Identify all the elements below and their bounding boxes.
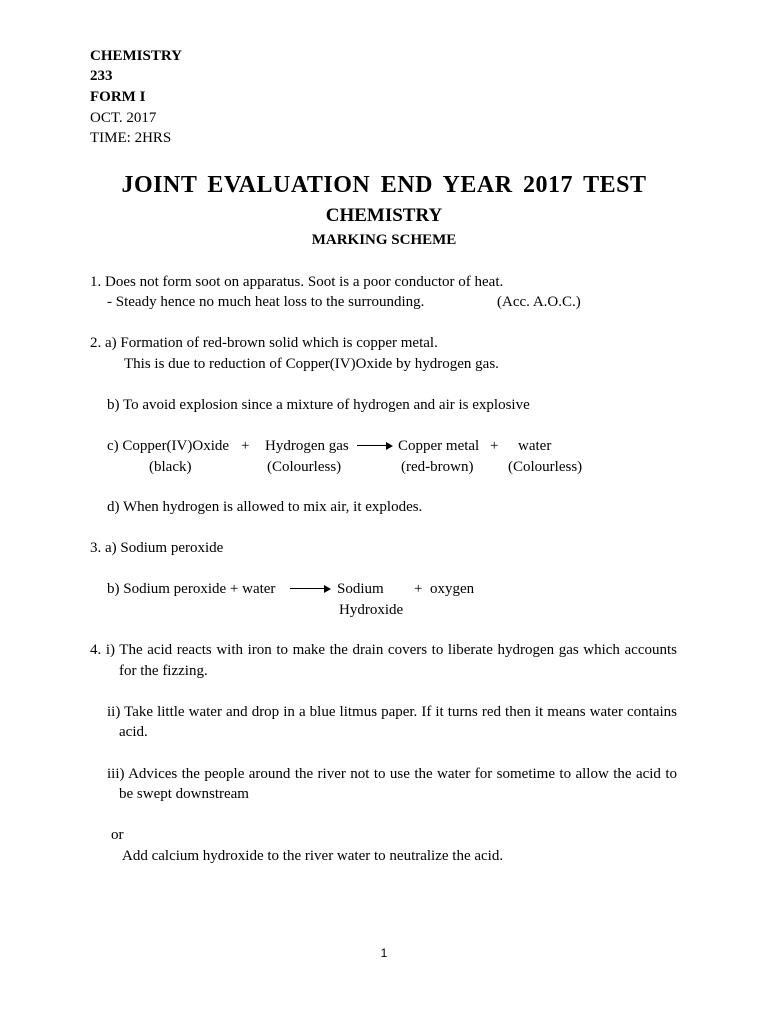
- q2c-state-reactant2: (Colourless): [267, 459, 342, 475]
- q2a-line1: 2. a) Formation of red-brown solid which is copper metal.: [90, 335, 438, 351]
- page-number: 1: [380, 946, 388, 960]
- q2c-state-product1: (red-brown): [401, 459, 474, 475]
- header-time: TIME: 2HRS: [90, 130, 172, 146]
- q2c-state-product2: (Colourless): [508, 459, 583, 475]
- q3b-product2: oxygen: [430, 581, 475, 597]
- header-date: OCT. 2017: [90, 110, 157, 126]
- q1-note: (Acc. A.O.C.): [497, 294, 581, 310]
- page-title: JOINT EVALUATION END YEAR 2017 TEST: [121, 172, 647, 198]
- q4ii-line2: acid.: [119, 724, 148, 740]
- q2c-product1: Copper metal: [398, 438, 480, 454]
- q2c-state-reactant1: (black): [149, 459, 192, 475]
- q2c-plus2: +: [490, 438, 499, 454]
- header-form: FORM I: [90, 89, 146, 105]
- q4-alternative: Add calcium hydroxide to the river water to neutralize the acid.: [122, 848, 504, 864]
- marking-scheme-heading: MARKING SCHEME: [311, 232, 457, 248]
- q2c-reactant1: c) Copper(IV)Oxide: [107, 438, 230, 454]
- q2c-reactant2: Hydrogen gas: [265, 438, 349, 454]
- reaction-arrow-icon: [290, 588, 329, 589]
- q2a-line2: This is due to reduction of Copper(IV)Oxide by hydrogen gas.: [124, 356, 499, 372]
- q2c-product2: water: [518, 438, 552, 454]
- q4i-line1: 4. i) The acid reacts with iron to make the drain covers to liberate hydrogen gas which accounts: [90, 642, 677, 658]
- q2b: b) To avoid explosion since a mixture of hydrogen and air is explosive: [107, 397, 530, 413]
- q2c-plus1: +: [241, 438, 250, 454]
- reaction-arrow-icon: [357, 445, 391, 446]
- q4i-line2: for the fizzing.: [119, 663, 208, 679]
- q4iii-line2: be swept downstream: [119, 786, 249, 802]
- q3b-reactants: b) Sodium peroxide + water: [107, 581, 276, 597]
- page-subtitle: CHEMISTRY: [325, 205, 443, 226]
- header-subject: CHEMISTRY: [90, 48, 182, 64]
- q4ii-line1: ii) Take little water and drop in a blue litmus paper. If it turns red then it means water contains: [107, 704, 677, 720]
- q2d: d) When hydrogen is allowed to mix air, it explodes.: [107, 499, 423, 515]
- q4iii-line1: iii) Advices the people around the river not to use the water for sometime to allow the acid to: [107, 766, 677, 782]
- q3a: 3. a) Sodium peroxide: [90, 540, 224, 556]
- q3b-product1: Sodium: [337, 581, 384, 597]
- q1-line2: - Steady hence no much heat loss to the surrounding.: [107, 294, 425, 310]
- q3b-plus: +: [414, 581, 423, 597]
- header-code: 233: [90, 68, 113, 84]
- q3b-product1-line2: Hydroxide: [339, 602, 404, 618]
- q4-or: or: [111, 827, 124, 843]
- q1-line1: 1. Does not form soot on apparatus. Soot is a poor conductor of heat.: [90, 274, 504, 290]
